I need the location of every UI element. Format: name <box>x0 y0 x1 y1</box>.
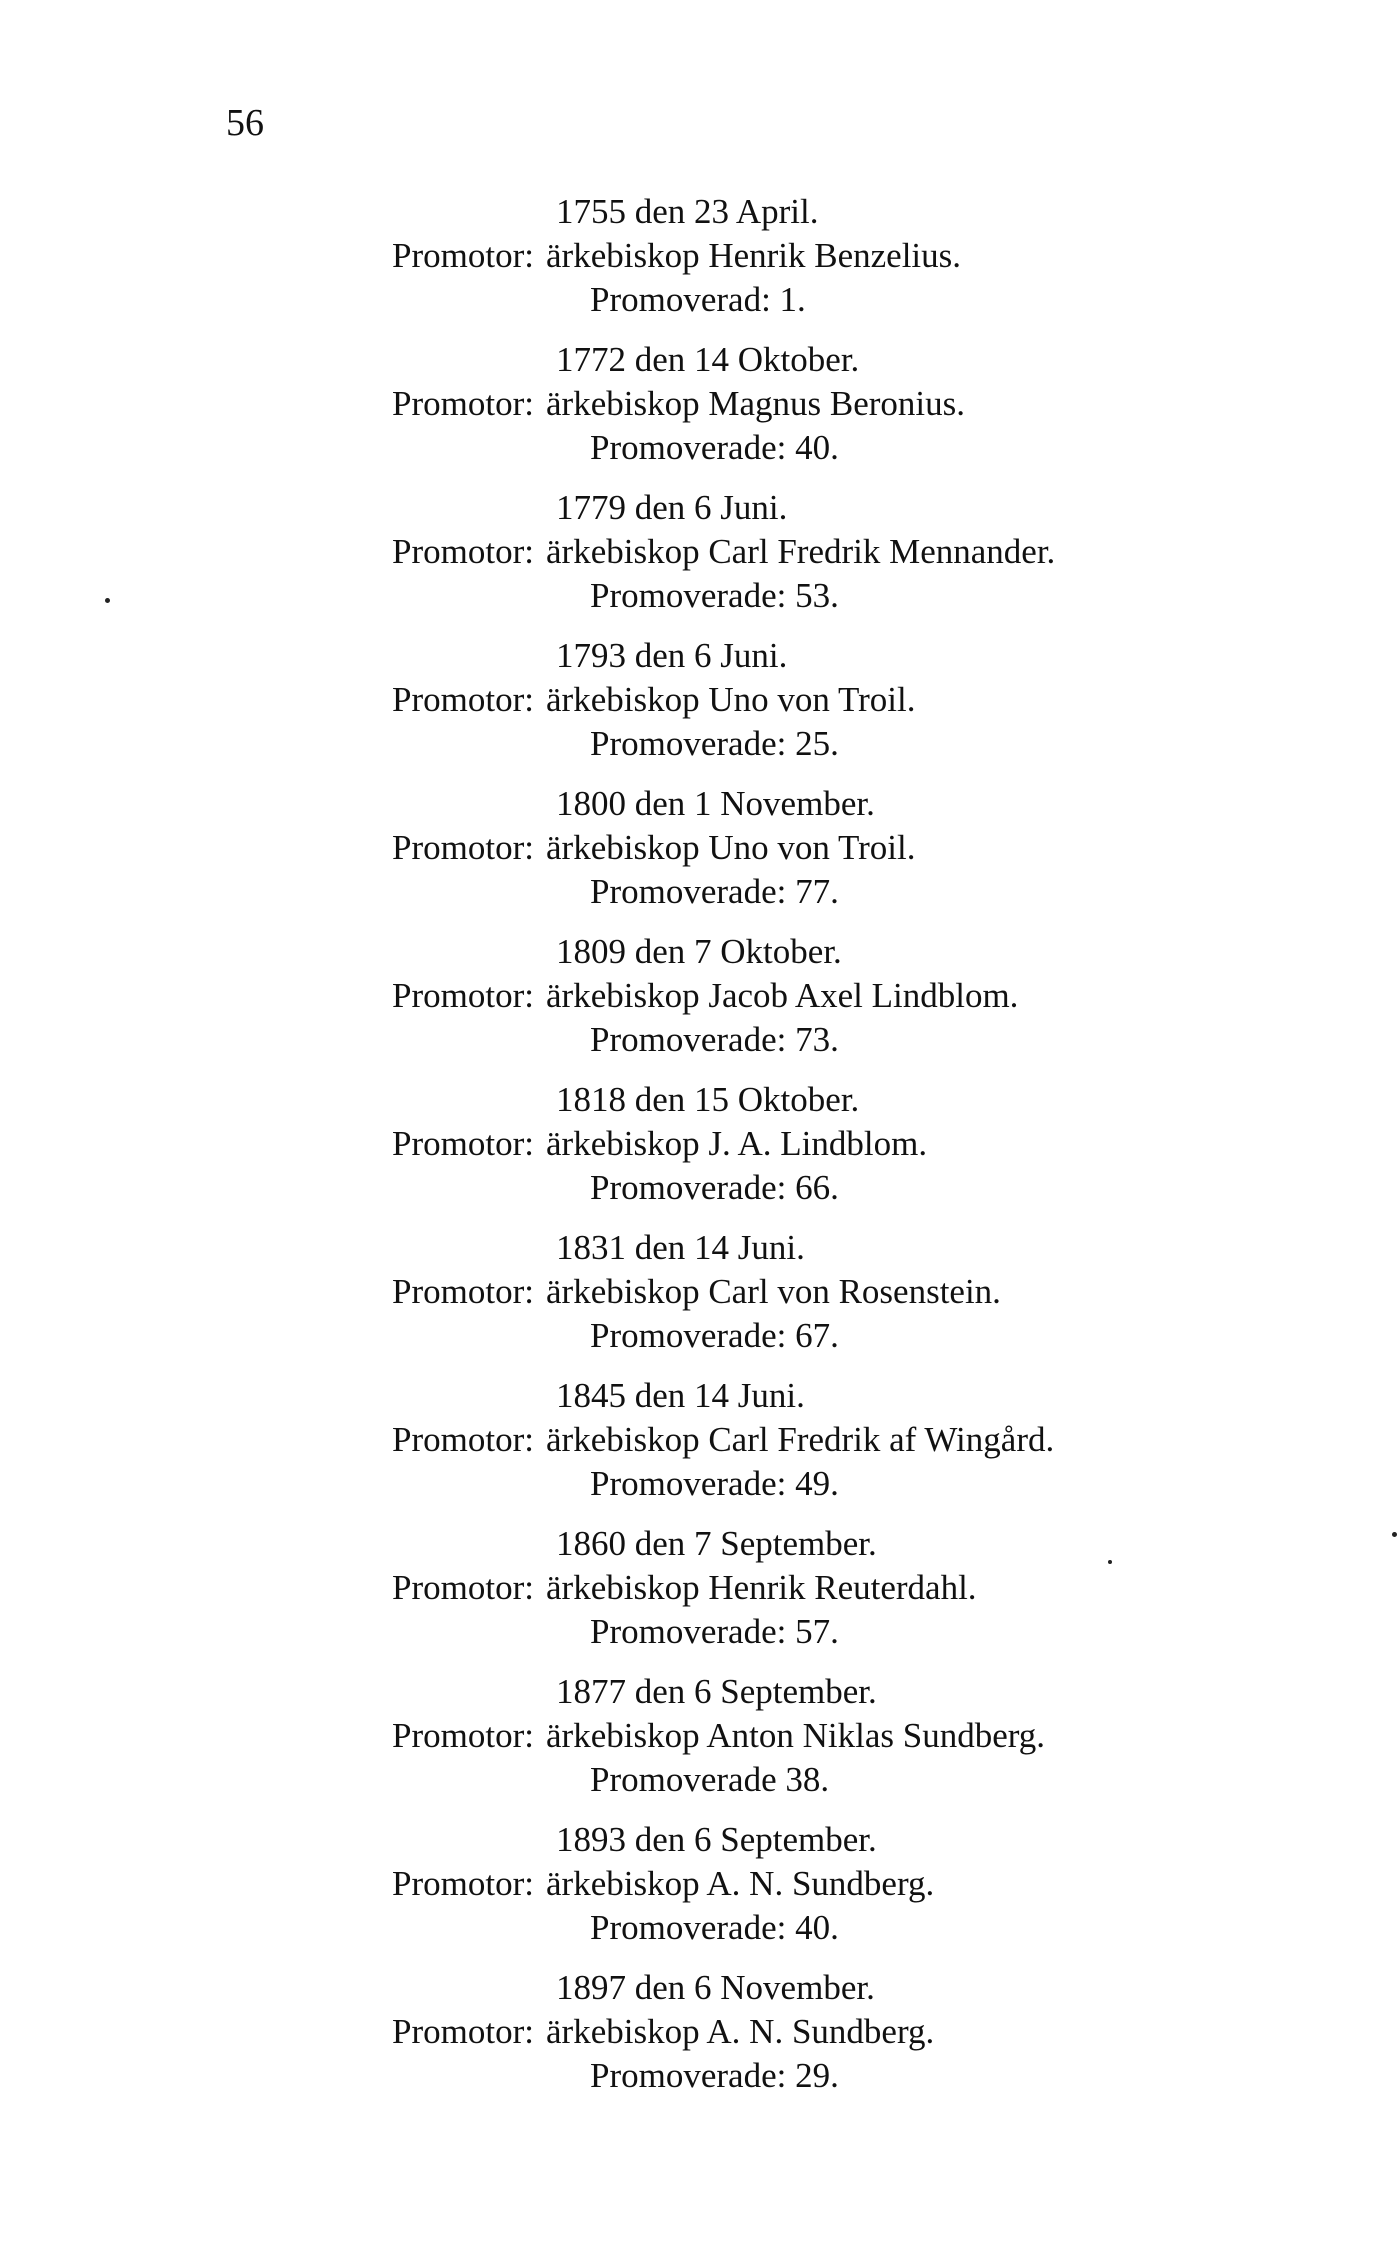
promoted-count: Promoverade 38. <box>590 1760 830 1799</box>
promoted-count: Promoverade: 53. <box>590 576 839 615</box>
promotion-entry <box>0 486 1400 634</box>
promotor-row <box>0 1714 1400 1758</box>
promoted-count: Promoverade: 67. <box>590 1316 839 1355</box>
entry-date: 1793 den 6 Juni. <box>556 636 788 675</box>
promotor-label: Promotor: <box>392 976 534 1015</box>
promoted-count: Promoverade: 25. <box>590 724 839 763</box>
promotor-name: ärkebiskop Carl Fredrik af Wingård. <box>546 1420 1055 1459</box>
promotor-label: Promotor: <box>392 1124 534 1163</box>
promoted-count: Promoverade: 66. <box>590 1168 839 1207</box>
promotor-name: ärkebiskop Henrik Reuterdahl. <box>546 1568 977 1607</box>
promoted-count: Promoverade: 40. <box>590 1908 839 1947</box>
promotor-row <box>0 974 1400 1018</box>
promotor-label: Promotor: <box>392 1716 534 1755</box>
promotion-entry <box>0 1966 1400 2114</box>
promotor-name: ärkebiskop A. N. Sundberg. <box>546 2012 935 2051</box>
promotion-entry <box>0 1374 1400 1522</box>
promotor-label: Promotor: <box>392 236 534 275</box>
promoted-count: Promoverade: 49. <box>590 1464 839 1503</box>
promotion-entry <box>0 634 1400 782</box>
promoted-count: Promoverad: 1. <box>590 280 806 319</box>
entry-date: 1877 den 6 September. <box>556 1672 877 1711</box>
entry-date: 1893 den 6 September. <box>556 1820 877 1859</box>
promotor-name: ärkebiskop Carl Fredrik Mennander. <box>546 532 1056 571</box>
promotion-entry <box>0 782 1400 930</box>
promotion-entry <box>0 1670 1400 1818</box>
promotor-row <box>0 1862 1400 1906</box>
entry-date: 1809 den 7 Oktober. <box>556 932 842 971</box>
promotor-label: Promotor: <box>392 1272 534 1311</box>
promoted-count: Promoverade: 73. <box>590 1020 839 1059</box>
promotion-entry <box>0 190 1400 338</box>
promotor-row <box>0 382 1400 426</box>
promotor-label: Promotor: <box>392 1420 534 1459</box>
promotor-label: Promotor: <box>392 1568 534 1607</box>
promotor-row <box>0 826 1400 870</box>
promotion-list <box>0 190 1400 2114</box>
promotor-name: ärkebiskop Uno von Troil. <box>546 680 916 719</box>
promoted-count: Promoverade: 40. <box>590 428 839 467</box>
promotor-label: Promotor: <box>392 1864 534 1903</box>
promotor-row <box>0 2010 1400 2054</box>
promotor-row <box>0 234 1400 278</box>
print-speck <box>1108 1560 1112 1564</box>
entry-date: 1800 den 1 November. <box>556 784 875 823</box>
promotor-name: ärkebiskop J. A. Lindblom. <box>546 1124 928 1163</box>
print-speck <box>105 598 110 603</box>
promotion-entry <box>0 1226 1400 1374</box>
promotor-name: ärkebiskop Magnus Beronius. <box>546 384 965 423</box>
promotion-entry <box>0 1522 1400 1670</box>
promotor-name: ärkebiskop Jacob Axel Lindblom. <box>546 976 1019 1015</box>
promotor-label: Promotor: <box>392 532 534 571</box>
entry-date: 1779 den 6 Juni. <box>556 488 788 527</box>
entry-date: 1831 den 14 Juni. <box>556 1228 805 1267</box>
promotion-entry <box>0 930 1400 1078</box>
entry-date: 1772 den 14 Oktober. <box>556 340 860 379</box>
entry-date: 1818 den 15 Oktober. <box>556 1080 860 1119</box>
promotion-entry <box>0 1078 1400 1226</box>
promotor-name: ärkebiskop Carl von Rosenstein. <box>546 1272 1001 1311</box>
promotion-entry <box>0 338 1400 486</box>
promoted-count: Promoverade: 57. <box>590 1612 839 1651</box>
promotor-label: Promotor: <box>392 2012 534 2051</box>
promotor-label: Promotor: <box>392 828 534 867</box>
entry-date: 1897 den 6 November. <box>556 1968 875 2007</box>
promotor-row <box>0 1122 1400 1166</box>
page-number: 56 <box>226 102 264 144</box>
promotor-row <box>0 678 1400 722</box>
promotion-entry <box>0 1818 1400 1966</box>
print-speck <box>1392 1532 1397 1537</box>
promotor-name: ärkebiskop Henrik Benzelius. <box>546 236 962 275</box>
promoted-count: Promoverade: 29. <box>590 2056 839 2095</box>
promoted-count: Promoverade: 77. <box>590 872 839 911</box>
promotor-name: ärkebiskop Anton Niklas Sundberg. <box>546 1716 1046 1755</box>
promotor-name: ärkebiskop Uno von Troil. <box>546 828 916 867</box>
promotor-row <box>0 1418 1400 1462</box>
entry-date: 1845 den 14 Juni. <box>556 1376 805 1415</box>
promotor-row <box>0 1566 1400 1610</box>
promotor-label: Promotor: <box>392 680 534 719</box>
promotor-row <box>0 530 1400 574</box>
entry-date: 1860 den 7 September. <box>556 1524 877 1563</box>
entry-date: 1755 den 23 April. <box>556 192 819 231</box>
promotor-row <box>0 1270 1400 1314</box>
promotor-label: Promotor: <box>392 384 534 423</box>
promotor-name: ärkebiskop A. N. Sundberg. <box>546 1864 935 1903</box>
